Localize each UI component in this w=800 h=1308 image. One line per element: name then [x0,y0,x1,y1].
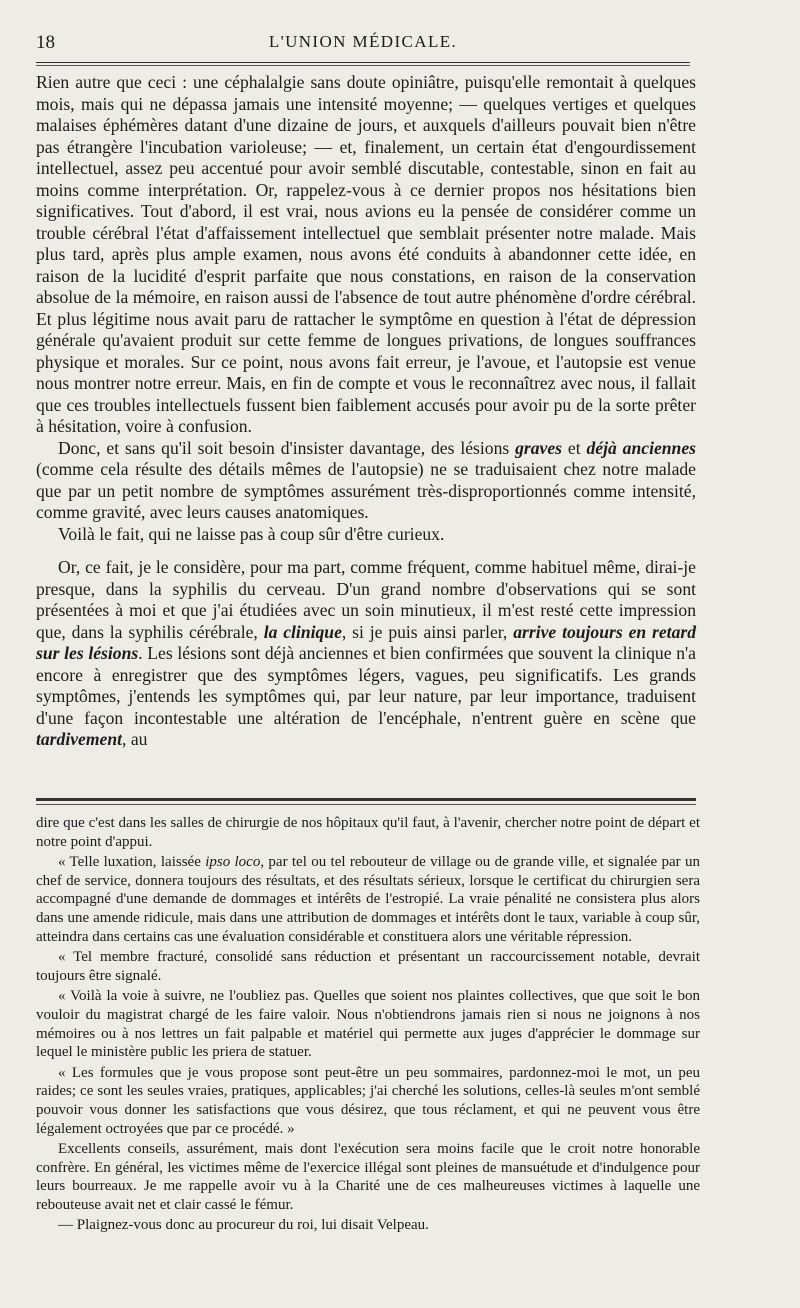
note-paragraph: « Voilà la voie à suivre, ne l'oubliez pas. Quelles que soient nos plaintes collectives, que que soit le bon vouloir du magistrat chargé de les faire valoir. Nous n'obtiendrons jamais rien si nous ne joignons à nos mémoires ou à nos lettres un fait palpable et matériel qui permette aux juges d'apprécier le dommage sur lequel le ministère public les priera de statuer. [36,988,700,1061]
page-header [36,26,690,58]
note-paragraph: dire que c'est dans les salles de chirurgie de nos hôpitaux qu'il faut, à l'avenir, chercher notre point de départ et notre point d'appui. [36,815,700,850]
note-paragraph: « Tel membre fracturé, consolidé sans réduction et présentant un raccourcissement notable, devrait toujours être signalé. [36,949,700,984]
note-paragraph: « Les formules que je vous propose sont peut-être un peu sommaires, pardonnez-moi le mot, un peu raides; ce sont les seules vraies, pratiques, applicables; j'ai cherché les solutions, celles-là seules m'ont semblé pouvoir vous donner les satisfactions que vous désirez, que tous réclament, et qui ne peuvent vous être légalement octroyées que par ce procédé. » [36,1064,700,1137]
running-title: L'UNION MÉDICALE. [268,32,458,51]
page-number: 18 [36,32,55,53]
footnotes [36,814,700,1237]
header-rule [36,62,690,63]
footnote-separator-secondary [36,804,696,805]
emphasis: ipso loco, [205,854,265,871]
emphasis: déjà anciennes [586,437,696,458]
paragraph: Rien autre que ceci : une céphalalgie sans doute opiniâtre, puisqu'elle remontait à quelques mois, mais qui ne dépassa jamais une intensité moyenne; — quelques vertiges et quelques malaises éphémères datant d'une dizaine de jours, et auxquels d'ailleurs pouvait bien n'être pas étrangère l'incubation varioleuse; — et, finalement, un certain état d'engourdissement intellectuel, assez peu accentué pour avoir semblé discutable, contestable, sinon en fait au moins comme interprétation. Or, rappelez-vous à ce dernier propos nos hésitations bien significatives. Tout d'abord, il est vrai, nous avions eu la pensée de considérer comme un trouble cérébral l'état d'affaissement intellectuel que semblait présenter notre malade. Mais plus tard, après plus ample examen, nous avons été conduits à abandonner cette idée, en raison de la lucidité d'esprit parfaite que nous constations, en raison de la conservation absolue de la mémoire, en raison aussi de l'absence de tout autre phénomène d'ordre cérébral. Et plus légitime nous avait paru de rattacher le symptôme en question à l'état de dépression générale qu'avaient produit sur cette femme de longues privations, de longues souffrances physique et morales. Sur ce point, nous avons fait erreur, je l'avoue, et l'autopsie est venue nous montrer notre erreur. Mais, en fin de compte et vous le reconnaîtrez avec nous, il fallait que ces troubles intellectuels fussent bien faiblement accusés pour avoir pu de la sorte prêter à hésitation, voire à confusion. [36,72,696,436]
emphasis: la clinique [263,621,342,642]
note-paragraph: « Telle luxation, laissée ipso loco, par tel ou tel rebouteur de village ou de grande ville, et signalée par un chef de service, donnera toujours des résultats, et des résultats sérieux, lorsque le certificat du chirurgien sera accompagné d'une demande de dommages et intérêts de l'estropié. La vraie pénalité ne consistera plus alors dans une amende ridicule, mais dans une attribution de dommages et intérêts dont le taux, variable à coup sûr, atteindra dans certains cas une évaluation considérable et constituera alors une véritable répression. [36,854,700,945]
header-rule-secondary [36,65,690,66]
paragraph: Voilà le fait, qui ne laisse pas à coup sûr d'être curieux. [58,523,445,544]
emphasis: arrive toujours en retard sur les lésions [36,621,697,663]
paragraph: Or, ce fait, je le considère, pour ma part, comme fréquent, comme habituel même, dirai-je presque, dans la syphilis du cerveau. D'un grand nombre d'observations qui se sont présentées à moi et que j'ai étudiées avec un soin minutieux, il m'est resté cette impression que, dans la syphilis cérébrale, la clinique, si je puis ainsi parler, arrive toujours en retard sur les lésions. Les lésions sont déjà anciennes et bien confirmées que souvent la clinique n'a encore à enregistrer que des symptômes légers, vagues, peu significatifs. Les grands symptômes, j'entends les symptômes qui, par leur nature, par leur importance, traduisent d'une façon incontestable une altération de l'encéphale, n'entrent guère en scène que tardivement, au [36,557,697,749]
note-paragraph: — Plaignez-vous donc au procureur du roi, lui disait Velpeau. [58,1217,429,1234]
note-paragraph: Excellents conseils, assurément, mais dont l'exécution sera moins facile que le croit notre honorable confrère. En général, les victimes même de l'exercice illégal sont pleines de mansuétude et d'indulgence pour leurs bourreaux. Je me rappelle avoir vu à la Charité une de ces malheureuses victimes à laquelle une rebouteuse avait net et clair cassé le fémur. [36,1141,700,1213]
footnote-separator [36,798,696,801]
main-text [36,72,696,751]
paragraph: Donc, et sans qu'il soit besoin d'insister davantage, des lésions graves et déjà anciennes (comme cela résulte des détails mêmes de l'autopsie) ne se traduisaient chez notre malade que par un petit nombre de symptômes assurément très-disproportionnés comme intensité, comme gravité, avec leurs causes anatomiques. [36,437,696,522]
emphasis: tardivement [36,729,123,749]
emphasis: graves [515,437,563,458]
